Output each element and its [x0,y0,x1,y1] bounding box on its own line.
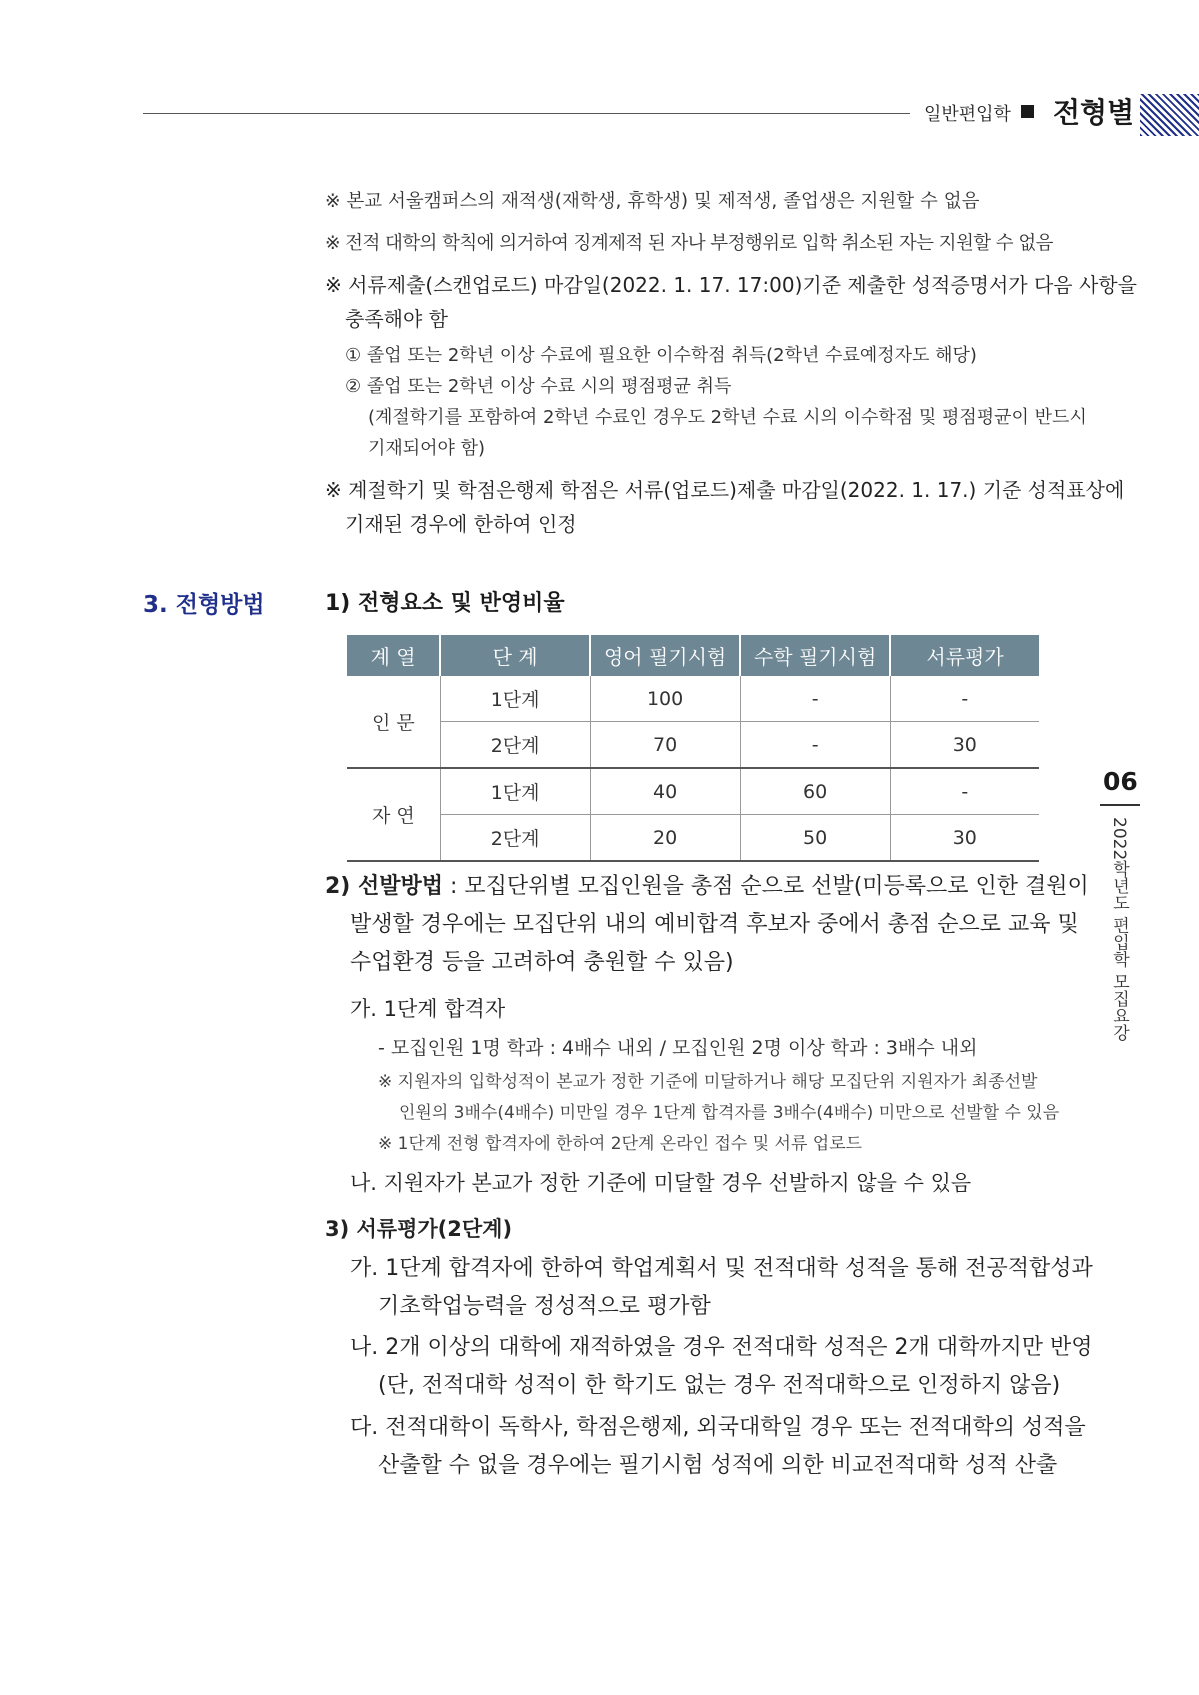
table-row [347,676,1039,722]
table-row [347,815,1039,862]
table-cell: 60 [740,768,890,815]
table-row [347,722,1039,769]
selection-label: 2) 선발방법 [325,874,444,899]
table-header-cell: 단 계 [440,635,590,676]
table-cell: - [890,768,1039,815]
table-header-cell: 영어 필기시험 [590,635,740,676]
table-cell: 2단계 [440,815,590,862]
header-hatch-decoration [1140,94,1199,136]
table-header-cell: 수학 필기시험 [740,635,890,676]
doc-eval-na2: (단, 전적대학 성적이 한 학기도 없는 경우 전적대학으로 인정하지 않음) [378,1373,1061,1398]
subsection-1-title: 1) 전형요소 및 반영비율 [325,591,565,616]
table-row [347,768,1039,815]
table-cell: 1단계 [440,768,590,815]
table-cell: 30 [890,722,1039,769]
selection-line2: 발생할 경우에는 모집단위 내의 예비합격 후보자 중에서 총점 순으로 교육 및 [350,912,1079,937]
ratio-table [347,635,1039,862]
table-cell: 2단계 [440,722,590,769]
selection-line3: 수업환경 등을 고려하여 충원할 수 있음) [350,950,734,975]
table-cell: 20 [590,815,740,862]
note-4-line2: 기재된 경우에 한하여 인정 [345,512,577,536]
table-cell: - [740,722,890,769]
stage1-note1b: 인원의 3배수(4배수) 미만일 경우 1단계 합격자를 3배수(4배수) 미만으로 선발할 수 있음 [399,1103,1060,1123]
stage1-note1a: ※ 지원자의 입학성적이 본교가 정한 기준에 미달하거나 해당 모집단위 지원자가 최종선발 [378,1072,1038,1092]
table-cell: 50 [740,815,890,862]
note-3-item2-sub1: (계절학기를 포함하여 2학년 수료인 경우도 2학년 수료 시의 이수학점 및 평점평균이 반드시 [368,407,1087,428]
note-3-line1: ※ 서류제출(스캔업로드) 마감일(2022. 1. 17. 17:00)기준 제출한 성적증명서가 다음 사항을 [325,273,1137,297]
note-2: ※ 전적 대학의 학칙에 의거하여 징계제적 된 자나 부정행위로 입학 취소된 자는 지원할 수 없음 [325,233,1053,254]
doc-eval-ga2: 기초학업능력을 정성적으로 평가함 [378,1294,711,1319]
note-3-item2-sub2: 기재되어야 함) [368,438,486,459]
side-tab-text: 2022학년도 편입학 모집요강 [1109,817,1129,1042]
page-number: 06 [1103,767,1138,796]
side-tab-rule [1100,804,1140,806]
doc-eval-ga1: 가. 1단계 합격자에 한하여 학업계획서 및 전적대학 성적을 통해 전공적합성과 [350,1256,1093,1281]
header-title: 전형별 [1053,96,1135,129]
table-cell: 1단계 [440,676,590,722]
table-cell: 40 [590,768,740,815]
table-cell: 30 [890,815,1039,862]
note-3-item2: ② 졸업 또는 2학년 이상 수료 시의 평점평균 취득 [345,376,732,397]
selection-line1 [325,868,1089,905]
table-cell: - [740,676,890,722]
header-subtitle: 일반편입학 [924,104,1011,125]
note-4-line1: ※ 계절학기 및 학점은행제 학점은 서류(업로드)제출 마감일(2022. 1. 17.) 기준 성적표상에 [325,478,1125,502]
selection-text: : 모집단위별 모집인원을 총점 순으로 선발(미등록으로 인한 결원이 [443,874,1089,899]
note-3-line2: 충족해야 함 [345,307,448,331]
group-cell: 자 연 [347,768,440,861]
doc-eval-title: 3) 서류평가(2단계) [325,1217,513,1241]
table-cell: 70 [590,722,740,769]
doc-eval-da2: 산출할 수 없을 경우에는 필기시험 성적에 의한 비교전적대학 성적 산출 [378,1453,1058,1478]
stage1-note2: ※ 1단계 전형 합격자에 한하여 2단계 온라인 접수 및 서류 업로드 [378,1134,863,1154]
header-rule [143,113,910,114]
table-header-cell: 서류평가 [890,635,1039,676]
table-cell: - [890,676,1039,722]
note-3-item1: ① 졸업 또는 2학년 이상 수료에 필요한 이수학점 취득(2학년 수료예정자도 해당) [345,345,977,366]
note-1: ※ 본교 서울캠퍼스의 재적생(재학생, 휴학생) 및 제적생, 졸업생은 지원할 수 없음 [325,191,980,212]
stage1-item: - 모집인원 1명 학과 : 4배수 내외 / 모집인원 2명 이상 학과 : 3배수 내외 [378,1037,978,1059]
table-header-cell: 계 열 [347,635,440,676]
selection-na: 나. 지원자가 본교가 정한 기준에 미달할 경우 선발하지 않을 수 있음 [350,1171,972,1195]
table-cell: 100 [590,676,740,722]
doc-eval-da1: 다. 전적대학이 독학사, 학점은행제, 외국대학일 경우 또는 전적대학의 성적을 [350,1415,1086,1440]
header-square-icon [1021,105,1034,118]
table-header-row [347,635,1039,676]
group-cell: 인 문 [347,676,440,768]
stage1-title: 가. 1단계 합격자 [350,997,506,1021]
section-title: 3. 전형방법 [143,592,265,618]
doc-eval-na1: 나. 2개 이상의 대학에 재적하였을 경우 전적대학 성적은 2개 대학까지만 반영 [350,1335,1093,1360]
